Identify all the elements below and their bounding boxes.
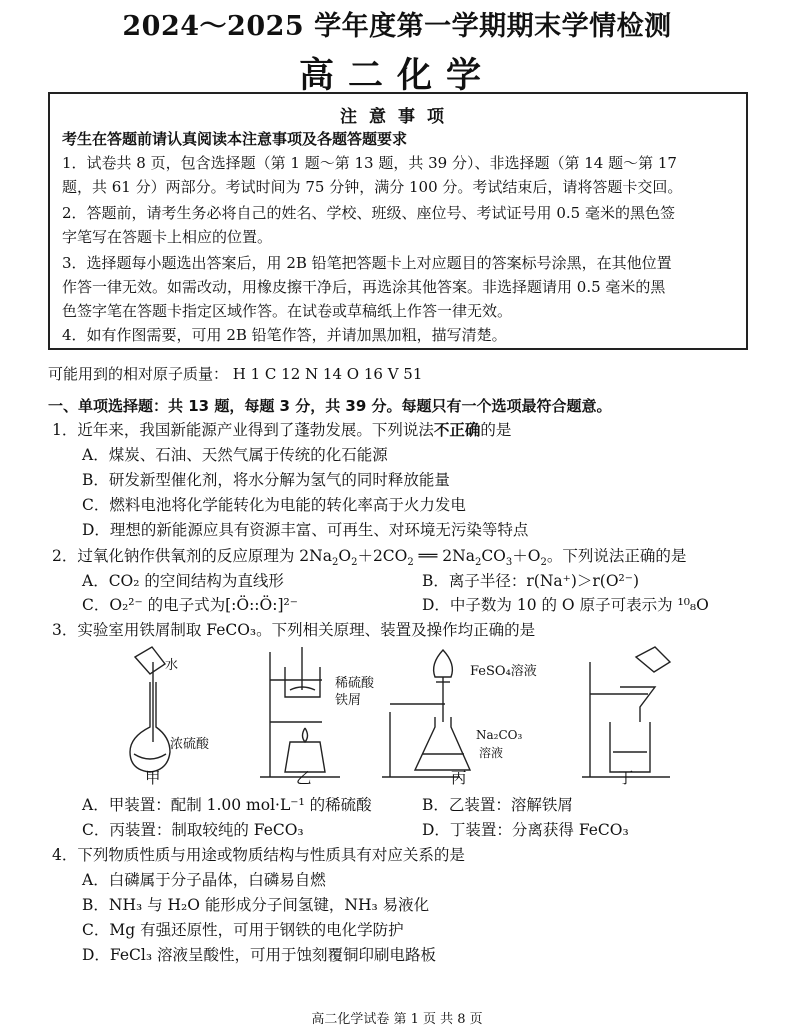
q1-option-d: D．理想的新能源应具有资源丰富、可再生、对环境无污染等特点 — [82, 521, 529, 539]
q2-text: ＋2CO — [357, 547, 408, 565]
exam-title: 2024～2025 学年度第一学期期末学情检测 — [122, 11, 672, 42]
q2-text: ══ 2Na — [413, 547, 475, 565]
q3-option-d: D．丁装置：分离获得 FeCO₃ — [422, 821, 629, 839]
notice-item: 色签字笔在答题卡指定区域作答。在试卷或草稿纸上作答一律无效。 — [62, 302, 513, 320]
question-1-stem — [52, 418, 511, 440]
apparatus-yi-heating-icon — [260, 647, 340, 777]
apparatus-bing-funnel-icon — [382, 650, 470, 777]
q2-option-b: B．离子半径：r(Na⁺)＞r(O²⁻) — [422, 572, 639, 590]
q4-option-b: B．NH₃ 与 H₂O 能形成分子间氢键，NH₃ 易液化 — [82, 896, 430, 914]
q2-option-d: D．中子数为 10 的 O 原子可表示为 ¹⁰₈O — [422, 596, 709, 614]
apparatus-ding-filter-icon — [582, 647, 670, 777]
q2-text: ＋O — [512, 547, 541, 565]
question-3-stem: 3．实验室用铁屑制取 FeCO₃。下列相关原理、装置及操作均正确的是 — [52, 621, 536, 639]
q3-option-b: B．乙装置：溶解铁屑 — [422, 796, 573, 814]
apparatus-label-yi: 乙 — [296, 769, 312, 787]
q3-option-a: A．甲装置：配制 1.00 mol·L⁻¹ 的稀硫酸 — [82, 796, 372, 814]
q1-stem-end: 的是 — [480, 421, 512, 439]
apparatus-label-bing: 丙 — [451, 769, 467, 787]
question-4-stem: 4．下列物质性质与用途或物质结构与性质具有对应关系的是 — [52, 846, 465, 864]
q4-option-c: C．Mg 有强还原性，可用于钢铁的电化学防护 — [82, 921, 404, 939]
label-feso4: FeSO₄溶液 — [470, 664, 537, 679]
q2-text: O — [338, 547, 352, 565]
label-dilute-acid: 稀硫酸 — [335, 676, 375, 691]
q1-option-c: C．燃料电池将化学能转化为电能的转化率高于火力发电 — [82, 496, 466, 514]
q2-text: CO — [481, 547, 506, 565]
question-2-stem: 2．过氧化钠作供氧剂的反应原理为 $2Na_2O_2+2CO_2$ ══ $2Na_2CO_3+O_2$。下列说法正确的是 — [52, 547, 687, 569]
apparatus-jia-flask-icon — [130, 647, 170, 772]
notice-item: 1．试卷共 8 页，包含选择题（第 1 题～第 13 题，共 39 分）、非选择题（第 14 题～第 17 — [62, 154, 677, 172]
q1-option-a: A．煤炭、石油、天然气属于传统的化石能源 — [82, 446, 388, 464]
notice-item: 3．选择题每小题选出答案后，用 2B 铅笔把答题卡上对应题目的答案标号涂黑，在其他位置 — [62, 254, 672, 272]
q1-stem-emphasis: 不正确 — [433, 421, 481, 439]
q2-text: 2．过氧化钠作供氧剂的反应原理为 2Na — [52, 547, 332, 565]
q4-option-a: A．白磷属于分子晶体，白磷易自燃 — [82, 871, 326, 889]
label-na2co3: Na₂CO₃ — [476, 728, 523, 742]
subject-title: 高二化学 — [298, 55, 495, 96]
notice-item: 作答一律无效。如需改动，用橡皮擦干净后，再选涂其他答案。非选择题请用 0.5 毫米的黑 — [62, 278, 666, 296]
notice-box — [48, 92, 748, 350]
label-solution: 溶液 — [479, 746, 504, 760]
notice-item: 字笔写在答题卡上相应的位置。 — [62, 228, 273, 246]
apparatus-label-ding: 丁 — [618, 769, 634, 787]
label-iron: 铁屑 — [335, 693, 362, 708]
notice-subtitle: 考生在答题前请认真阅读本注意事项及各题答题要求 — [62, 130, 408, 148]
q2-text: 。下列说法正确的是 — [546, 547, 687, 565]
q1-stem-text: 1．近年来，我国新能源产业得到了蓬勃发展。下列说法 — [52, 421, 434, 439]
section-heading: 一、单项选择题：共 13 题，每题 3 分，共 39 分。每题只有一个选项最符合题意。 — [48, 397, 612, 415]
notice-item: 2．答题前，请考生务必将自己的姓名、学校、班级、座位号、考试证号用 0.5 毫米的黑色签 — [62, 204, 675, 222]
label-water: 水 — [165, 658, 179, 673]
q2-option-a: A．CO₂ 的空间结构为直线形 — [82, 572, 284, 590]
notice-item: 题，共 61 分）两部分。考试时间为 75 分钟，满分 100 分。考试结束后，请将答题卡交回。 — [62, 178, 683, 196]
label-conc-acid: 浓硫酸 — [170, 737, 210, 752]
q3-option-c: C．丙装置：制取较纯的 FeCO₃ — [82, 821, 304, 839]
q1-option-b: B．研发新型催化剂，将水分解为氢气的同时释放能量 — [82, 471, 450, 489]
page-footer: 高二化学试卷 第 1 页 共 8 页 — [311, 1012, 483, 1027]
q2-option-c: C．O₂²⁻ 的电子式为[:Ö::Ö:]²⁻ — [82, 596, 298, 614]
q4-option-d: D．FeCl₃ 溶液呈酸性，可用于蚀刻覆铜印刷电路板 — [82, 946, 436, 964]
notice-item: 4．如有作图需要，可用 2B 铅笔作答，并请加黑加粗，描写清楚。 — [62, 326, 507, 344]
atomic-masses: 可能用到的相对原子质量： H 1 C 12 N 14 O 16 V 51 — [48, 365, 423, 383]
notice-title: 注意事项 — [340, 107, 456, 127]
apparatus-label-jia: 甲 — [145, 769, 161, 787]
